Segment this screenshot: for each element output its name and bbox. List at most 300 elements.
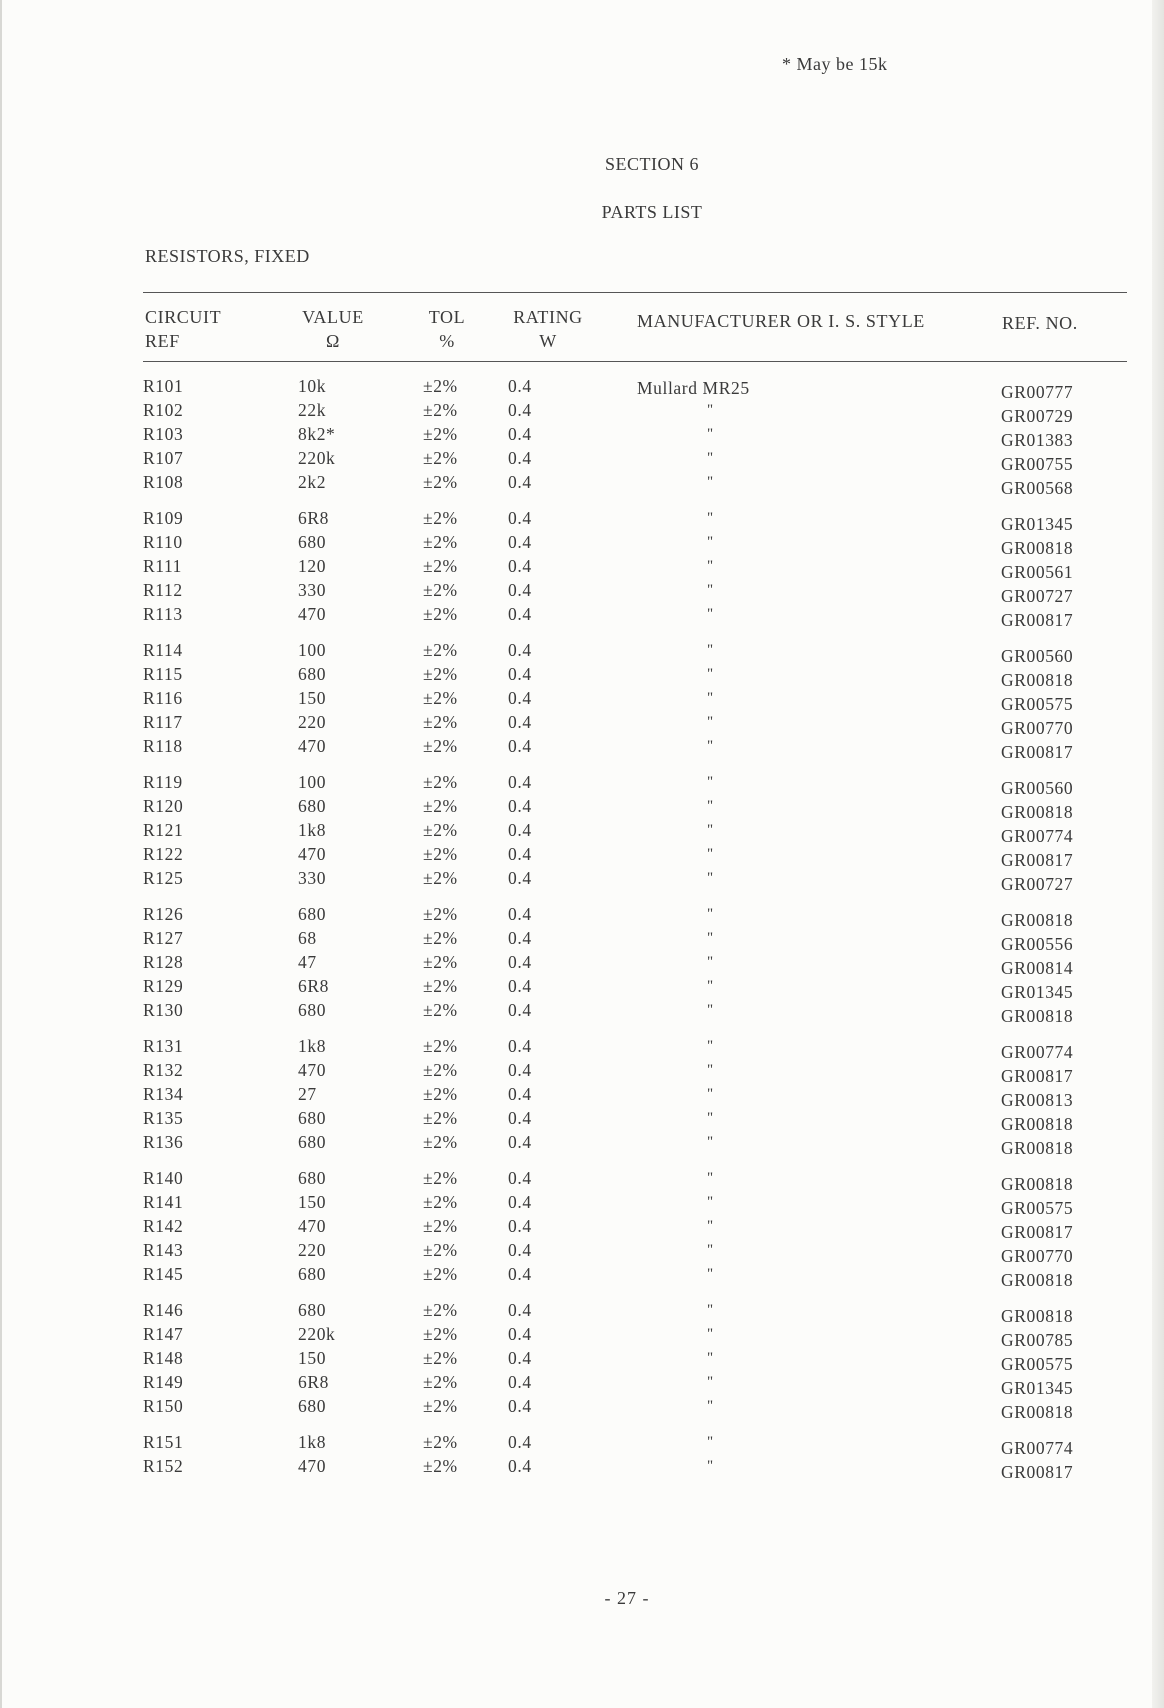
cell-value: 47 [298, 952, 317, 972]
footnote-may-be-15k: * May be 15k [782, 54, 888, 74]
cell-tolerance: ±2% [423, 1300, 458, 1320]
cell-value: 470 [298, 1456, 327, 1476]
table-row [2, 376, 1164, 400]
cell-tolerance: ±2% [423, 640, 458, 660]
cell-ref-no: GR00817 [1001, 742, 1074, 762]
table-row [2, 904, 1164, 928]
cell-tolerance: ±2% [423, 772, 458, 792]
cell-tolerance: ±2% [423, 604, 458, 624]
cell-value: 330 [298, 580, 327, 600]
table-row [2, 1036, 1164, 1060]
cell-circuit-ref: R113 [143, 604, 183, 624]
table-row [2, 1132, 1164, 1156]
cell-value: 1k8 [298, 1432, 327, 1452]
cell-manufacturer: " [707, 1038, 714, 1054]
column-header-line: REF [145, 331, 180, 351]
cell-ref-no: GR00727 [1001, 874, 1074, 894]
table-row [2, 1264, 1164, 1288]
cell-tolerance: ±2% [423, 1108, 458, 1128]
cell-value: 120 [298, 556, 327, 576]
table-row [2, 952, 1164, 976]
cell-value: 680 [298, 1264, 327, 1284]
cell-ref-no: GR00729 [1001, 406, 1074, 426]
table-row [2, 664, 1164, 688]
cell-rating: 0.4 [508, 928, 532, 948]
cell-ref-no: GR00568 [1001, 478, 1074, 498]
cell-manufacturer: " [707, 642, 714, 658]
cell-tolerance: ±2% [423, 796, 458, 816]
cell-value: 680 [298, 1108, 327, 1128]
cell-value: 220k [298, 448, 336, 468]
cell-value: 150 [298, 688, 327, 708]
cell-circuit-ref: R152 [143, 1456, 184, 1476]
column-header-line: VALUE [302, 307, 364, 327]
cell-rating: 0.4 [508, 1216, 532, 1236]
cell-rating: 0.4 [508, 1192, 532, 1212]
table-row [2, 1324, 1164, 1348]
cell-manufacturer: " [707, 534, 714, 550]
cell-circuit-ref: R129 [143, 976, 184, 996]
column-header-manufacturer: MANUFACTURER OR I. S. STYLE [637, 311, 925, 331]
cell-ref-no: GR00575 [1001, 694, 1074, 714]
cell-manufacturer: " [707, 978, 714, 994]
table-row [2, 580, 1164, 604]
cell-rating: 0.4 [508, 1348, 532, 1368]
cell-value: 330 [298, 868, 327, 888]
table-row [2, 1168, 1164, 1192]
cell-manufacturer: " [707, 1110, 714, 1126]
cell-rating: 0.4 [508, 580, 532, 600]
cell-ref-no: GR01383 [1001, 430, 1074, 450]
table-row [2, 1300, 1164, 1324]
cell-circuit-ref: R111 [143, 556, 183, 576]
cell-manufacturer: " [707, 714, 714, 730]
cell-ref-no: GR00817 [1001, 850, 1074, 870]
cell-circuit-ref: R109 [143, 508, 184, 528]
cell-circuit-ref: R117 [143, 712, 183, 732]
row-group [2, 1036, 1164, 1156]
cell-rating: 0.4 [508, 1300, 532, 1320]
cell-ref-no: GR00818 [1001, 1306, 1074, 1326]
table-row [2, 772, 1164, 796]
cell-manufacturer: " [707, 426, 714, 442]
cell-circuit-ref: R128 [143, 952, 184, 972]
cell-ref-no: GR00817 [1001, 1222, 1074, 1242]
column-header-circuit-ref [145, 305, 221, 353]
cell-tolerance: ±2% [423, 1264, 458, 1284]
cell-manufacturer: " [707, 1350, 714, 1366]
cell-circuit-ref: R114 [143, 640, 183, 660]
cell-rating: 0.4 [508, 1000, 532, 1020]
cell-manufacturer: " [707, 1194, 714, 1210]
column-header-unit: W [539, 331, 557, 351]
cell-value: 22k [298, 400, 327, 420]
cell-manufacturer: " [707, 1266, 714, 1282]
cell-circuit-ref: R122 [143, 844, 184, 864]
cell-value: 68 [298, 928, 317, 948]
table-row [2, 508, 1164, 532]
cell-value: 470 [298, 604, 327, 624]
cell-tolerance: ±2% [423, 508, 458, 528]
cell-rating: 0.4 [508, 424, 532, 444]
cell-tolerance: ±2% [423, 688, 458, 708]
cell-tolerance: ±2% [423, 664, 458, 684]
cell-tolerance: ±2% [423, 1432, 458, 1452]
cell-circuit-ref: R125 [143, 868, 184, 888]
table-row [2, 928, 1164, 952]
cell-value: 680 [298, 904, 327, 924]
cell-value: 470 [298, 736, 327, 756]
cell-ref-no: GR00818 [1001, 1270, 1074, 1290]
cell-manufacturer: " [707, 1134, 714, 1150]
table-row [2, 1348, 1164, 1372]
cell-tolerance: ±2% [423, 400, 458, 420]
cell-circuit-ref: R151 [143, 1432, 184, 1452]
cell-ref-no: GR00561 [1001, 562, 1074, 582]
column-header-tolerance [422, 305, 472, 353]
table-row [2, 424, 1164, 448]
cell-circuit-ref: R102 [143, 400, 184, 420]
cell-ref-no: GR00560 [1001, 646, 1074, 666]
cell-rating: 0.4 [508, 820, 532, 840]
table-row [2, 1060, 1164, 1084]
cell-value: 100 [298, 772, 327, 792]
cell-ref-no: GR00814 [1001, 958, 1074, 978]
cell-manufacturer: " [707, 690, 714, 706]
cell-ref-no: GR00818 [1001, 538, 1074, 558]
table-row [2, 976, 1164, 1000]
cell-value: 680 [298, 1000, 327, 1020]
cell-rating: 0.4 [508, 736, 532, 756]
cell-manufacturer: " [707, 606, 714, 622]
column-header-unit: Ω [326, 331, 340, 351]
cell-value: 150 [298, 1192, 327, 1212]
cell-tolerance: ±2% [423, 1396, 458, 1416]
cell-ref-no: GR00818 [1001, 910, 1074, 930]
cell-rating: 0.4 [508, 904, 532, 924]
cell-manufacturer: " [707, 906, 714, 922]
cell-manufacturer: " [707, 954, 714, 970]
cell-tolerance: ±2% [423, 844, 458, 864]
cell-circuit-ref: R126 [143, 904, 184, 924]
cell-ref-no: GR00774 [1001, 1042, 1074, 1062]
table-row [2, 1192, 1164, 1216]
cell-manufacturer: " [707, 930, 714, 946]
cell-rating: 0.4 [508, 640, 532, 660]
cell-manufacturer: " [707, 798, 714, 814]
cell-circuit-ref: R146 [143, 1300, 184, 1320]
column-header-line: RATING [513, 307, 583, 327]
column-header-ref-no: REF. NO. [1002, 313, 1078, 333]
cell-rating: 0.4 [508, 1324, 532, 1344]
cell-rating: 0.4 [508, 472, 532, 492]
cell-manufacturer: " [707, 1458, 714, 1474]
cell-ref-no: GR00813 [1001, 1090, 1074, 1110]
cell-ref-no: GR00575 [1001, 1354, 1074, 1374]
table-row [2, 1240, 1164, 1264]
cell-circuit-ref: R127 [143, 928, 184, 948]
table-row [2, 844, 1164, 868]
cell-circuit-ref: R145 [143, 1264, 184, 1284]
cell-tolerance: ±2% [423, 376, 458, 396]
cell-tolerance: ±2% [423, 1324, 458, 1344]
cell-ref-no: GR00774 [1001, 1438, 1074, 1458]
cell-rating: 0.4 [508, 844, 532, 864]
cell-value: 470 [298, 1060, 327, 1080]
cell-manufacturer: " [707, 1062, 714, 1078]
cell-tolerance: ±2% [423, 712, 458, 732]
table-row [2, 796, 1164, 820]
cell-rating: 0.4 [508, 1372, 532, 1392]
table-row [2, 472, 1164, 496]
cell-manufacturer: " [707, 450, 714, 466]
page-number: - 27 - [604, 1588, 650, 1608]
cell-manufacturer: " [707, 558, 714, 574]
cell-value: 10k [298, 376, 327, 396]
cell-rating: 0.4 [508, 556, 532, 576]
cell-manufacturer: " [707, 1170, 714, 1186]
table-row [2, 532, 1164, 556]
cell-ref-no: GR00575 [1001, 1198, 1074, 1218]
cell-circuit-ref: R143 [143, 1240, 184, 1260]
table-row [2, 604, 1164, 628]
cell-manufacturer: " [707, 1374, 714, 1390]
cell-tolerance: ±2% [423, 928, 458, 948]
table-row [2, 400, 1164, 424]
cell-circuit-ref: R142 [143, 1216, 184, 1236]
cell-value: 680 [298, 796, 327, 816]
cell-tolerance: ±2% [423, 1240, 458, 1260]
cell-value: 470 [298, 844, 327, 864]
cell-value: 680 [298, 1168, 327, 1188]
cell-manufacturer: " [707, 474, 714, 490]
table-row [2, 1372, 1164, 1396]
cell-value: 6R8 [298, 508, 329, 528]
cell-tolerance: ±2% [423, 820, 458, 840]
cell-rating: 0.4 [508, 688, 532, 708]
table-row [2, 1216, 1164, 1240]
cell-circuit-ref: R147 [143, 1324, 184, 1344]
cell-value: 220 [298, 712, 327, 732]
cell-tolerance: ±2% [423, 1372, 458, 1392]
cell-ref-no: GR01345 [1001, 1378, 1074, 1398]
cell-ref-no: GR00818 [1001, 1402, 1074, 1422]
cell-ref-no: GR00817 [1001, 1462, 1074, 1482]
table-row [2, 712, 1164, 736]
cell-rating: 0.4 [508, 952, 532, 972]
cell-rating: 0.4 [508, 508, 532, 528]
cell-circuit-ref: R112 [143, 580, 183, 600]
cell-circuit-ref: R119 [143, 772, 183, 792]
cell-tolerance: ±2% [423, 472, 458, 492]
table-row [2, 1432, 1164, 1456]
cell-rating: 0.4 [508, 796, 532, 816]
cell-rating: 0.4 [508, 868, 532, 888]
cell-circuit-ref: R148 [143, 1348, 184, 1368]
cell-rating: 0.4 [508, 604, 532, 624]
cell-circuit-ref: R132 [143, 1060, 184, 1080]
cell-ref-no: GR00556 [1001, 934, 1074, 954]
category-subtitle: RESISTORS, FIXED [145, 246, 310, 266]
cell-manufacturer: " [707, 846, 714, 862]
cell-manufacturer: " [707, 1326, 714, 1342]
table-row [2, 1396, 1164, 1420]
cell-circuit-ref: R150 [143, 1396, 184, 1416]
cell-ref-no: GR00785 [1001, 1330, 1074, 1350]
cell-ref-no: GR00818 [1001, 1174, 1074, 1194]
cell-ref-no: GR01345 [1001, 514, 1074, 534]
cell-rating: 0.4 [508, 376, 532, 396]
cell-tolerance: ±2% [423, 868, 458, 888]
table-row [2, 820, 1164, 844]
cell-ref-no: GR00818 [1001, 1114, 1074, 1134]
cell-value: 680 [298, 1132, 327, 1152]
cell-ref-no: GR00770 [1001, 1246, 1074, 1266]
cell-ref-no: GR00818 [1001, 802, 1074, 822]
cell-value: 6R8 [298, 1372, 329, 1392]
cell-circuit-ref: R136 [143, 1132, 184, 1152]
cell-value: 470 [298, 1216, 327, 1236]
cell-ref-no: GR00774 [1001, 826, 1074, 846]
cell-manufacturer: " [707, 774, 714, 790]
cell-rating: 0.4 [508, 1060, 532, 1080]
cell-circuit-ref: R115 [143, 664, 183, 684]
cell-value: 2k2 [298, 472, 327, 492]
cell-tolerance: ±2% [423, 532, 458, 552]
cell-manufacturer: " [707, 510, 714, 526]
cell-ref-no: GR00818 [1001, 1138, 1074, 1158]
cell-ref-no: GR00817 [1001, 1066, 1074, 1086]
cell-value: 27 [298, 1084, 317, 1104]
cell-rating: 0.4 [508, 976, 532, 996]
table-row [2, 1000, 1164, 1024]
cell-manufacturer: " [707, 1242, 714, 1258]
cell-rating: 0.4 [508, 1432, 532, 1452]
cell-rating: 0.4 [508, 400, 532, 420]
cell-value: 680 [298, 664, 327, 684]
cell-value: 680 [298, 1300, 327, 1320]
cell-manufacturer: " [707, 582, 714, 598]
cell-tolerance: ±2% [423, 556, 458, 576]
cell-tolerance: ±2% [423, 904, 458, 924]
cell-tolerance: ±2% [423, 1084, 458, 1104]
cell-circuit-ref: R140 [143, 1168, 184, 1188]
row-group [2, 508, 1164, 628]
cell-tolerance: ±2% [423, 1000, 458, 1020]
cell-value: 1k8 [298, 820, 327, 840]
table-row [2, 1456, 1164, 1480]
cell-manufacturer: " [707, 402, 714, 418]
cell-circuit-ref: R108 [143, 472, 184, 492]
cell-ref-no: GR00560 [1001, 778, 1074, 798]
cell-circuit-ref: R121 [143, 820, 184, 840]
row-group [2, 1168, 1164, 1288]
table-row [2, 448, 1164, 472]
cell-tolerance: ±2% [423, 1348, 458, 1368]
cell-value: 6R8 [298, 976, 329, 996]
cell-value: 220 [298, 1240, 327, 1260]
cell-value: 150 [298, 1348, 327, 1368]
cell-circuit-ref: R149 [143, 1372, 184, 1392]
cell-tolerance: ±2% [423, 1216, 458, 1236]
cell-manufacturer: " [707, 822, 714, 838]
column-header-unit: % [439, 331, 455, 351]
cell-tolerance: ±2% [423, 580, 458, 600]
cell-rating: 0.4 [508, 772, 532, 792]
row-group [2, 376, 1164, 496]
cell-rating: 0.4 [508, 532, 532, 552]
cell-manufacturer: " [707, 870, 714, 886]
cell-ref-no: GR00727 [1001, 586, 1074, 606]
row-group [2, 1300, 1164, 1420]
cell-rating: 0.4 [508, 1132, 532, 1152]
cell-ref-no: GR00818 [1001, 670, 1074, 690]
cell-value: 8k2* [298, 424, 336, 444]
cell-rating: 0.4 [508, 448, 532, 468]
table-row [2, 556, 1164, 580]
column-header-value [298, 305, 368, 353]
cell-rating: 0.4 [508, 1456, 532, 1476]
cell-circuit-ref: R110 [143, 532, 183, 552]
cell-value: 680 [298, 532, 327, 552]
cell-value: 680 [298, 1396, 327, 1416]
column-header-rating [508, 305, 588, 353]
cell-tolerance: ±2% [423, 1036, 458, 1056]
cell-tolerance: ±2% [423, 736, 458, 756]
cell-manufacturer: " [707, 1398, 714, 1414]
table-row [2, 868, 1164, 892]
parts-table-body [2, 376, 1164, 1492]
table-row [2, 640, 1164, 664]
cell-circuit-ref: R141 [143, 1192, 184, 1212]
cell-ref-no: GR00777 [1001, 382, 1074, 402]
cell-value: 1k8 [298, 1036, 327, 1056]
table-row [2, 736, 1164, 760]
cell-tolerance: ±2% [423, 448, 458, 468]
cell-tolerance: ±2% [423, 1168, 458, 1188]
table-header-rule [143, 361, 1127, 362]
cell-ref-no: GR00770 [1001, 718, 1074, 738]
page-title: PARTS LIST [601, 202, 703, 222]
table-top-rule [143, 292, 1127, 293]
table-row [2, 1108, 1164, 1132]
cell-circuit-ref: R135 [143, 1108, 184, 1128]
row-group [2, 772, 1164, 892]
cell-circuit-ref: R120 [143, 796, 184, 816]
cell-circuit-ref: R116 [143, 688, 183, 708]
cell-manufacturer: Mullard MR25 [637, 378, 750, 398]
cell-tolerance: ±2% [423, 424, 458, 444]
cell-tolerance: ±2% [423, 952, 458, 972]
cell-value: 100 [298, 640, 327, 660]
table-row [2, 1084, 1164, 1108]
cell-circuit-ref: R103 [143, 424, 184, 444]
cell-ref-no: GR00818 [1001, 1006, 1074, 1026]
cell-tolerance: ±2% [423, 1132, 458, 1152]
cell-value: 220k [298, 1324, 336, 1344]
cell-circuit-ref: R107 [143, 448, 184, 468]
cell-ref-no: GR00817 [1001, 610, 1074, 630]
cell-tolerance: ±2% [423, 1456, 458, 1476]
cell-manufacturer: " [707, 1218, 714, 1234]
cell-circuit-ref: R101 [143, 376, 184, 396]
cell-ref-no: GR00755 [1001, 454, 1074, 474]
cell-tolerance: ±2% [423, 1192, 458, 1212]
cell-tolerance: ±2% [423, 1060, 458, 1080]
table-row [2, 688, 1164, 712]
cell-circuit-ref: R130 [143, 1000, 184, 1020]
cell-rating: 0.4 [508, 1036, 532, 1056]
